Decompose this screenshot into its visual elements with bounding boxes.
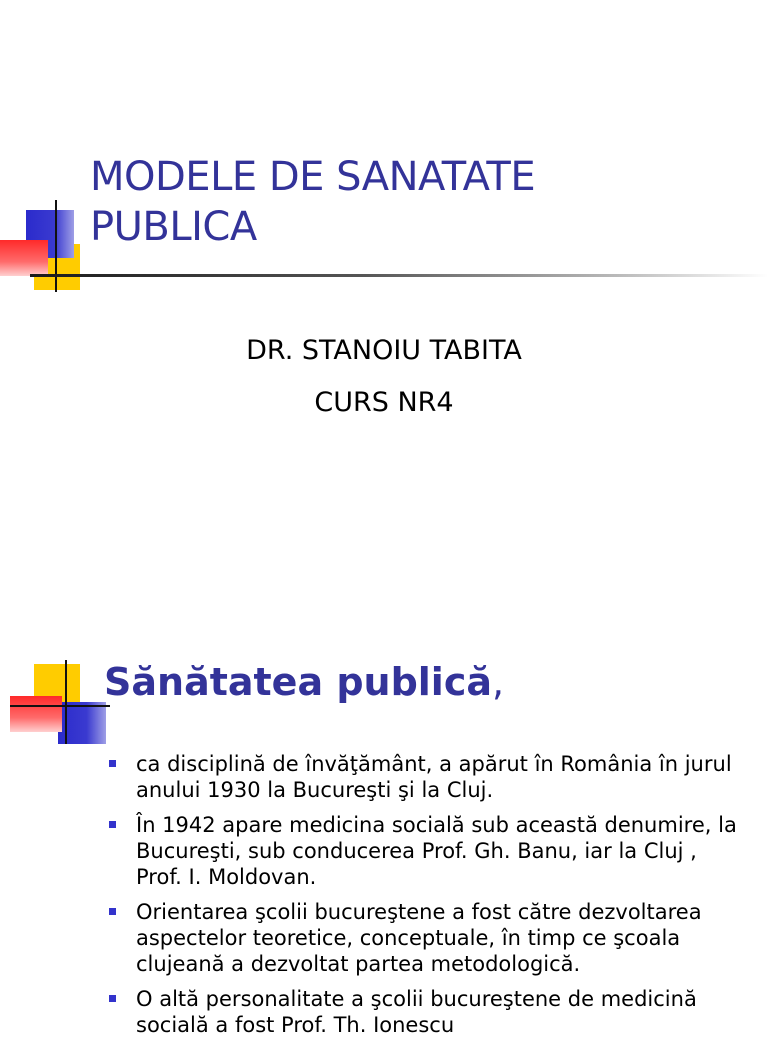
- list-item-text: Orientarea şcolii bucureştene a fost către dezvoltarea aspectelor teoretice, conceptuale, în timp ce şcoala clujeană a dezvoltat partea metodologică.: [136, 900, 702, 976]
- deco-vertical-line: [55, 200, 57, 292]
- slide-title-punct: ,: [492, 660, 505, 704]
- red-square: [10, 696, 62, 732]
- slide-title-line1: MODELE DE SANATATE: [90, 154, 536, 200]
- bullet-square-icon: [109, 995, 116, 1002]
- list-item: [108, 751, 748, 803]
- bullet-square-icon: [109, 908, 116, 915]
- content-slide: [0, 592, 768, 1037]
- list-item: [108, 986, 748, 1038]
- author-name: DR. STANOIU TABITA: [246, 335, 522, 366]
- deco-horizontal-line: [10, 705, 110, 707]
- list-item-text: O altă personalitate a şcolii bucureştene de medicină socială a fost Prof. Th. Ionescu: [136, 987, 697, 1037]
- corner-decoration: [0, 660, 110, 750]
- bullet-square-icon: [109, 821, 116, 828]
- slide-title-line2: PUBLICA: [90, 204, 257, 250]
- list-item-text: În 1942 apare medicina socială sub această denumire, la Bucureşti, sub conducerea Prof. Gh. Banu, iar la Cluj , Prof. I. Moldovan.: [136, 813, 737, 889]
- bullet-list: [108, 751, 748, 1047]
- red-square: [0, 240, 48, 276]
- slide-title: [90, 152, 730, 252]
- deco-vertical-line: [65, 660, 67, 744]
- list-item: [108, 812, 748, 890]
- list-item-text: ca disciplină de învăţământ, a apărut în România în jurul anului 1930 la Bucureşti şi la Cluj.: [136, 752, 732, 802]
- bullet-square-icon: [109, 760, 116, 767]
- course-number: CURS NR4: [314, 387, 454, 418]
- list-item: [108, 899, 748, 977]
- slide-title-text: Sănătatea publică: [104, 660, 492, 704]
- slide-title: [104, 658, 504, 706]
- title-underline: [30, 274, 768, 277]
